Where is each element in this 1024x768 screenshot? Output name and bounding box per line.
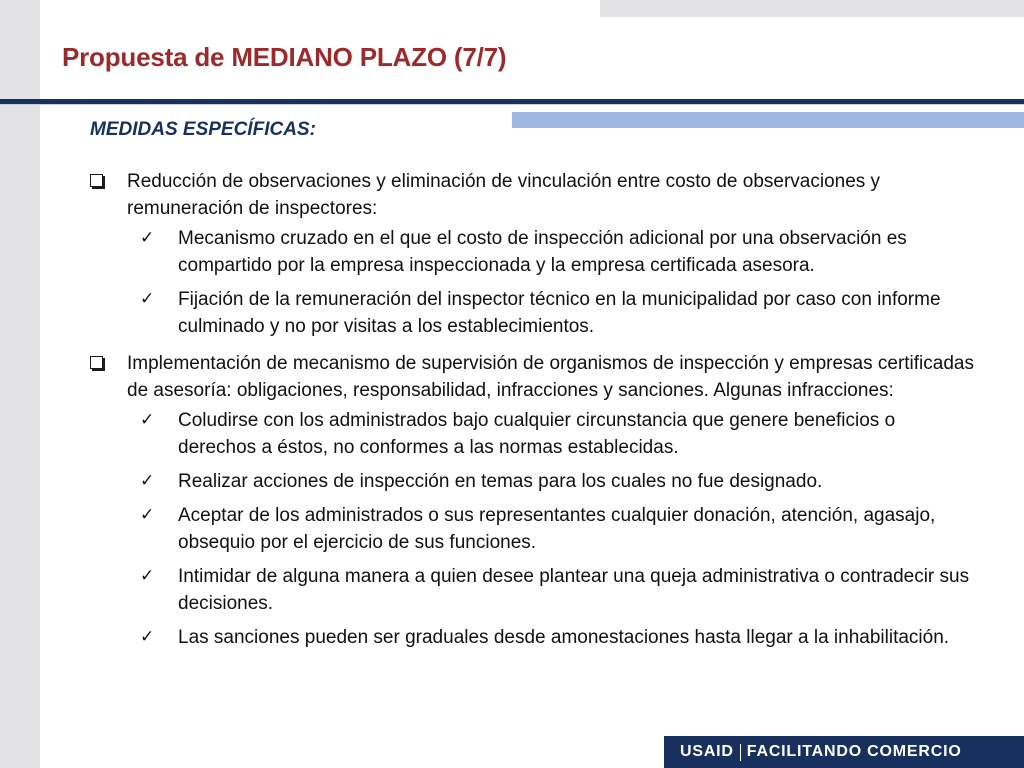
list-item-text: Fijación de la remuneración del inspector técnico en la municipalidad por caso con informe culminado y no por visitas a los establecimientos. xyxy=(178,289,941,337)
left-decorative-band xyxy=(0,0,40,768)
section-subtitle: MEDIDAS ESPECÍFICAS: xyxy=(90,119,316,140)
top-right-decorative-band xyxy=(600,0,1024,17)
list-item-text: Las sanciones pueden ser graduales desde amonestaciones hasta llegar a la inhabilitación. xyxy=(178,627,950,648)
list-item xyxy=(127,468,976,495)
sub-list xyxy=(127,225,976,340)
checkmark-icon: ✓ xyxy=(140,410,155,430)
slide-title: Propuesta de MEDIANO PLAZO (7/7) xyxy=(62,42,507,72)
list-item xyxy=(127,225,976,279)
list-item-text: Aceptar de los administrados o sus representantes cualquier donación, atención, agasajo, obsequio por el ejercicio de sus funciones. xyxy=(178,505,936,553)
list-item xyxy=(127,407,976,461)
checkmark-icon: ✓ xyxy=(140,228,155,248)
logo-program-text: FACILITANDO COMERCIO xyxy=(746,743,962,760)
checkmark-icon: ✓ xyxy=(140,627,155,647)
checkmark-icon: ✓ xyxy=(140,566,155,586)
square-bullet-icon xyxy=(90,174,103,187)
list-item-text: Coludirse con los administrados bajo cualquier circunstancia que genere beneficios o derechos a éstos, no conformes a las normas establecidas. xyxy=(178,410,896,458)
list-item xyxy=(127,502,976,556)
checkmark-icon: ✓ xyxy=(140,505,155,525)
checkmark-icon: ✓ xyxy=(140,471,155,491)
logo-separator xyxy=(740,744,741,761)
bullet-item xyxy=(86,350,976,651)
bullet-text: Implementación de mecanismo de supervisión de organismos de inspección y empresas certificadas de asesoría: obligaciones, responsabilidad, infracciones y sanciones. Algunas infracciones: xyxy=(127,353,974,401)
list-item xyxy=(127,563,976,617)
title-divider-shadow xyxy=(0,104,1024,105)
checkmark-icon: ✓ xyxy=(140,289,155,309)
bullet-item xyxy=(86,168,976,340)
list-item xyxy=(127,286,976,340)
accent-bar xyxy=(512,112,1024,128)
list-item xyxy=(127,624,976,651)
sub-list xyxy=(127,407,976,651)
slide-body xyxy=(86,168,976,658)
list-item-text: Realizar acciones de inspección en temas para los cuales no fue designado. xyxy=(178,471,823,492)
list-item-text: Intimidar de alguna manera a quien desee plantear una queja administrativa o contradecir sus decisiones. xyxy=(178,566,970,614)
logo-usaid-text: USAID xyxy=(680,743,734,760)
list-item-text: Mecanismo cruzado en el que el costo de inspección adicional por una observación es compartido por la empresa inspeccionada y la empresa certificada asesora. xyxy=(178,228,907,276)
usaid-logo xyxy=(664,736,1024,768)
square-bullet-icon xyxy=(90,356,103,369)
bullet-text: Reducción de observaciones y eliminación de vinculación entre costo de observaciones y remuneración de inspectores: xyxy=(127,171,881,219)
